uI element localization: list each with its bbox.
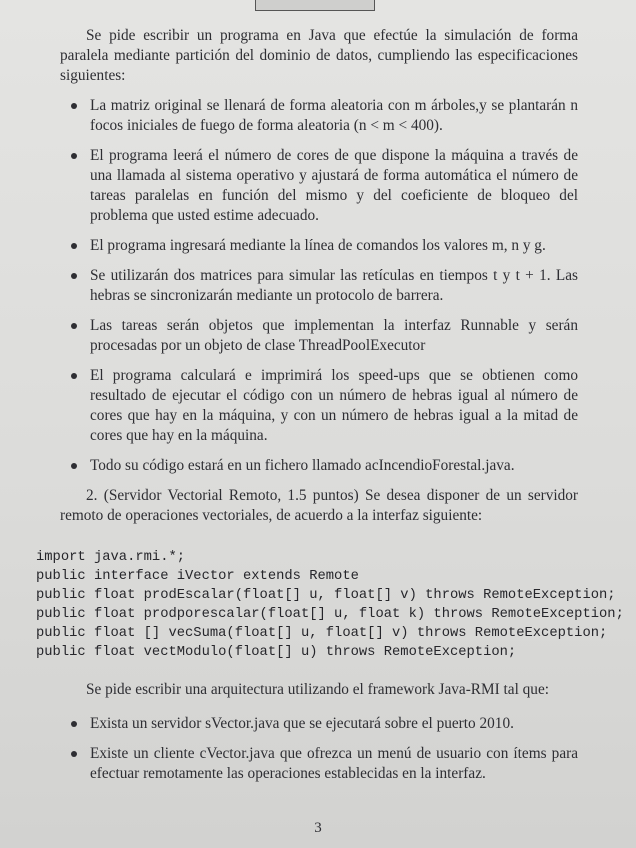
header-tab [255, 0, 375, 11]
code-line: public float prodporescalar(float[] u, float k) throws RemoteException; [36, 607, 624, 622]
code-line: public float vectModulo(float[] u) throws RemoteException; [36, 645, 517, 660]
spec-list [60, 96, 578, 476]
spec-item: Se utilizarán dos matrices para simular las retículas en tiempos t y t + 1. Las hebras se sincronizarán mediante un protocolo de barrera. [60, 266, 578, 306]
architecture-item: Existe un cliente cVector.java que ofrezca un menú de usuario con ítems para efectuar remotamente las operaciones establecidas en la interfaz. [60, 744, 578, 784]
code-line: import java.rmi.*; [36, 550, 186, 565]
code-line: public float [] vecSuma(float[] u, float[] v) throws RemoteException; [36, 626, 608, 641]
code-line: public float prodEscalar(float[] u, float[] v) throws RemoteException; [36, 588, 616, 603]
spec-item: El programa ingresará mediante la línea de comandos los valores m, n y g. [60, 236, 578, 256]
intro-paragraph: Se pide escribir un programa en Java que efectúe la simulación de forma paralela mediante partición del dominio de datos, cumpliendo las especificaciones siguientes: [60, 27, 578, 84]
architecture-item: Exista un servidor sVector.java que se ejecutará sobre el puerto 2010. [60, 714, 578, 734]
architecture-list [60, 714, 578, 784]
spec-item: El programa leerá el número de cores de que dispone la máquina a través de una llamada al sistema operativo y ajustará de forma automática el número de tareas paralelas en función del mismo y del coeficiente de bloqueo del problema que usted estime adecuado. [60, 146, 578, 226]
interface-code-block [36, 548, 624, 662]
spec-item: Las tareas serán objetos que implementan la interfaz Runnable y serán procesadas por un objeto de clase ThreadPoolExecutor [60, 316, 578, 356]
spec-item: El programa calculará e imprimirá los speed-ups que se obtienen como resultado de ejecutar el código con un número de hebras igual al número de cores que hay en la máquina, y con un número de hebras igual a la mitad de cores que hay en la máquina. [60, 366, 578, 446]
question-2-paragraph: 2. (Servidor Vectorial Remoto, 1.5 puntos) Se desea disponer de un servidor remoto de operaciones vectoriales, de acuerdo a la interfaz siguiente: [60, 487, 578, 524]
page-number: 3 [314, 820, 322, 836]
spec-item: La matriz original se llenará de forma aleatoria con m árboles,y se plantarán n focos iniciales de fuego de forma aleatoria (n < m < 400). [60, 96, 578, 136]
architecture-intro: Se pide escribir una arquitectura utilizando el framework Java-RMI tal que: [86, 681, 549, 698]
spec-item: Todo su código estará en un fichero llamado acIncendioForestal.java. [60, 456, 578, 476]
code-line: public interface iVector extends Remote [36, 569, 359, 584]
